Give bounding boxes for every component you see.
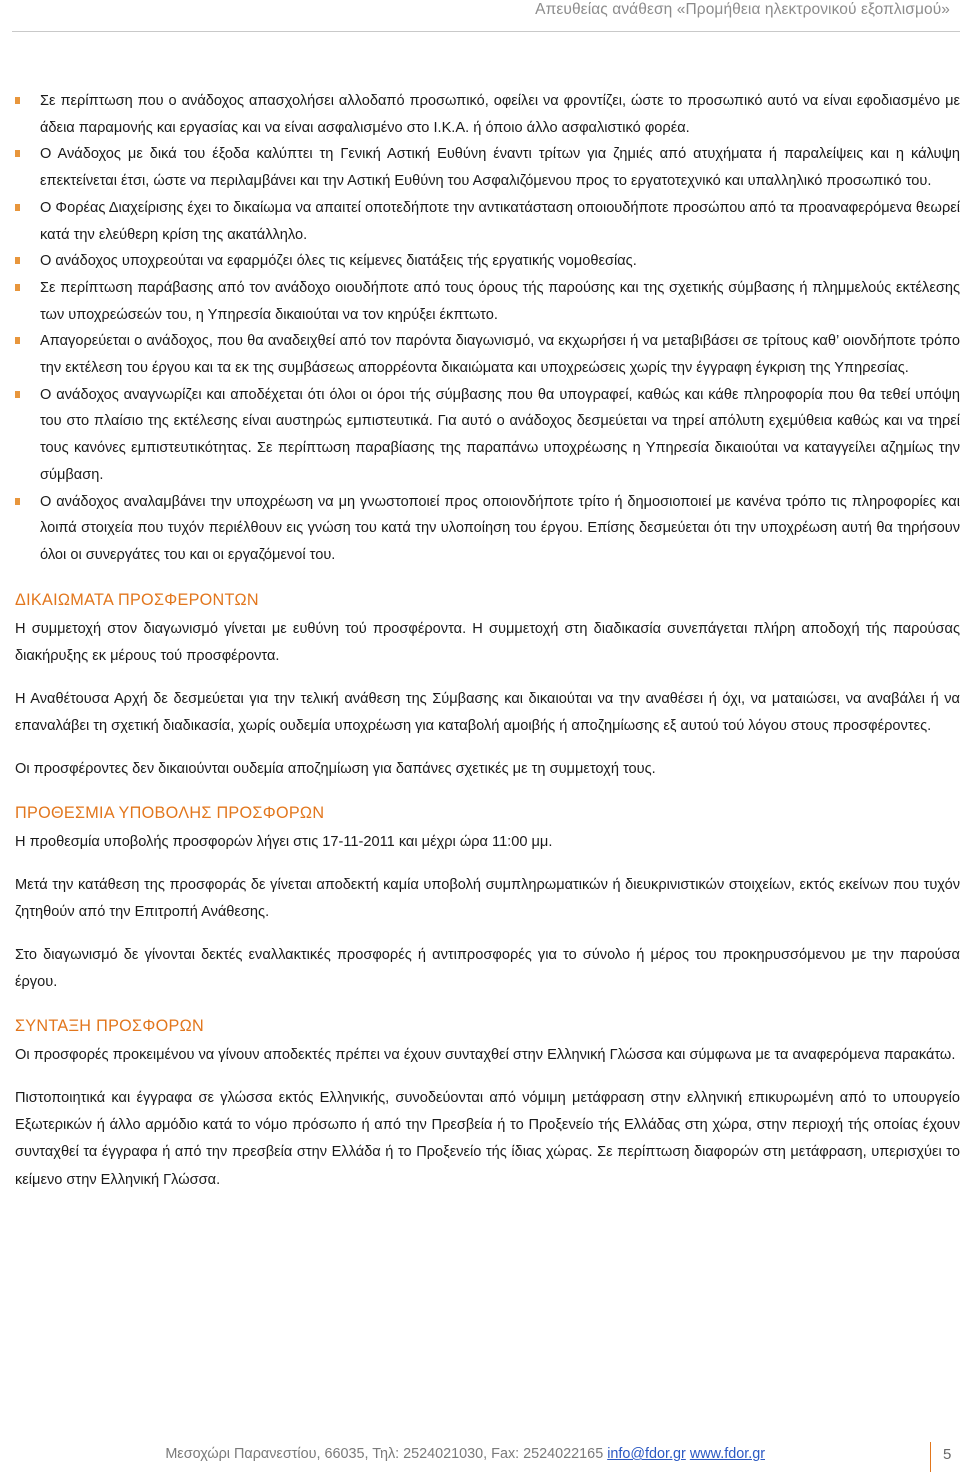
section-heading-rights: ΔΙΚΑΙΩΜΑΤΑ ΠΡΟΣΦΕΡΟΝΤΩΝ bbox=[15, 590, 259, 609]
page-header bbox=[0, 0, 960, 40]
paragraph: Στο διαγωνισμό δε γίνονται δεκτές εναλλακτικές προσφορές ή αντιπροσφορές για το σύνολο ή μέρος του προκηρυσσόμενου με την παρούσα έργου. bbox=[15, 947, 960, 991]
footer-contact bbox=[165, 1446, 765, 1462]
document-body bbox=[15, 88, 960, 1210]
list-item: Σε περίπτωση που ο ανάδοχος απασχολήσει αλλοδαπό προσωπικό, οφείλει να φροντίζει, ώστε το προσωπικό αυτό να είναι εφοδιασμένο με άδεια παραμονής και εργασίας και να είναι ασφαλισμένο στο Ι.Κ.Α. ή όποιο άλλο ασφαλιστικό φορέα. bbox=[15, 88, 960, 141]
paragraph: Οι προσφορές προκειμένου να γίνουν αποδεκτές πρέπει να έχουν συνταχθεί στην Ελληνική Γλώσσα και σύμφωνα με τα αναφερόμενα παρακάτω. bbox=[15, 1046, 956, 1063]
section-heading-deadline: ΠΡΟΘΕΣΜΙΑ ΥΠΟΒΟΛΗΣ ΠΡΟΣΦΟΡΩΝ bbox=[15, 803, 325, 822]
footer-address: Μεσοχώρι Παρανεστίου, 66035, Τηλ: 2524021030, Fax: 2524022165 bbox=[165, 1446, 604, 1462]
list-item: Σε περίπτωση παράβασης από τον ανάδοχο οιουδήποτε από τους όρους τής παρούσης και της σχετικής σύμβασης ή πλημμελούς εκτέλεσης των υποχρεώσεών του, η Υπηρεσία δικαιούται να τον κηρύξει έκπτωτο. bbox=[15, 275, 960, 328]
page-number: 5 bbox=[943, 1446, 952, 1463]
page-footer bbox=[0, 1442, 960, 1474]
website-link[interactable]: www.fdor.gr bbox=[689, 1446, 765, 1462]
document-title: Απευθείας ανάθεση «Προμήθεια ηλεκτρονικού εξοπλισμού» bbox=[535, 1, 950, 18]
paragraph: Η προθεσμία υποβολής προσφορών λήγει στις 17-11-2011 και μέχρι ώρα 11:00 μμ. bbox=[15, 833, 553, 850]
section-heading-composition: ΣΥΝΤΑΞΗ ΠΡΟΣΦΟΡΩΝ bbox=[15, 1016, 204, 1035]
list-item: Απαγορεύεται ο ανάδοχος, που θα αναδειχθεί από τον παρόντα διαγωνισμό, να εκχωρήσει ή να μεταβιβάσει σε τρίτους καθ’ οιονδήποτε τρόπο την εκτέλεση του έργου και τα εκ της συμβάσεως απορρέοντα δικαιώματα και υποχρεώσεις χωρίς την έγγραφη έγκριση της Υπηρεσίας. bbox=[15, 328, 960, 381]
footer-divider bbox=[930, 1442, 931, 1472]
obligations-list bbox=[15, 88, 960, 569]
list-item: Ο ανάδοχος υποχρεούται να εφαρμόζει όλες τις κείμενες διατάξεις τής εργατικής νομοθεσίας. bbox=[15, 248, 960, 275]
paragraph: Η συμμετοχή στον διαγωνισμό γίνεται με ευθύνη τού προσφέροντα. Η συμμετοχή στη διαδικασία συνεπάγεται πλήρη αποδοχή τής παρούσας διακήρυξης εκ μέρους τού προσφέροντα. bbox=[15, 620, 960, 664]
paragraph: Μετά την κατάθεση της προσφοράς δε γίνεται αποδεκτή καμία υποβολή συμπληρωματικών ή διευκρινιστικών στοιχείων, εκτός εκείνων που τυχόν ζητηθούν από την Επιτροπή Ανάθεσης. bbox=[15, 876, 960, 921]
header-divider bbox=[12, 31, 960, 32]
list-item: Ο Φορέας Διαχείρισης έχει το δικαίωμα να απαιτεί οποτεδήποτε την αντικατάσταση οποιουδήποτε προσώπου από τα προαναφερόμενα θεωρεί κατά την ελεύθερη κρίση της ακατάλληλο. bbox=[15, 195, 960, 248]
list-item: Ο Ανάδοχος με δικά του έξοδα καλύπτει τη Γενική Αστική Ευθύνη έναντι τρίτων για ζημιές από ατυχήματα ή παραλείψεις και η κάλυψη επεκτείνεται έτσι, ώστε να περιλαμβάνει και την Αστική Ευθύνη του Ασφαλιζόμενου προς το εργατοτεχνικό και υπαλληλικό προσωπικό του. bbox=[15, 141, 960, 194]
paragraph: Πιστοποιητικά και έγγραφα σε γλώσσα εκτός Ελληνικής, συνοδεύονται από νόμιμη μετάφραση στην ελληνική επικυρωμένη από το υπουργείο Εξωτερικών ή άλλο αρμόδιο κατά το νόμο πρόσωπο ή από την Πρεσβεία ή το Προξενείο τής Ελλάδας στη χώρα, στην περιοχή τής οποίας έχουν συνταχθεί τα έγγραφα ή από την πρεσβεία στην Ελλάδα ή το Προξενείο τής ίδιας χώρας. Σε περίπτωση διαφορών στη μετάφραση, υπερισχύει το κείμενο στην Ελληνική Γλώσσα. bbox=[15, 1089, 960, 1188]
list-item: Ο ανάδοχος αναγνωρίζει και αποδέχεται ότι όλοι οι όροι τής σύμβασης που θα υπογραφεί, καθώς και κάθε πληροφορία που θα τεθεί υπόψη του στο πλαίσιο της εκτέλεσης είναι αυστηρώς εμπιστευτικά. Για αυτό ο ανάδοχος δεσμεύεται να τηρεί απόλυτη εχεμύθεια καθώς και να τηρεί τους κανόνες εμπιστευτικότητας. Σε περίπτωση παραβίασης της παραπάνω υποχρέωσης η Υπηρεσία δικαιούται να καταγγείλει αζημίως την σύμβαση. bbox=[15, 382, 960, 489]
paragraph: Η Αναθέτουσα Αρχή δε δεσμεύεται για την τελική ανάθεση της Σύμβασης και δικαιούται να την αναθέσει ή όχι, να ματαιώσει, να αναβάλει ή να επαναλάβει τη σχετική διαδικασία, χωρίς ουδεμία υποχρέωση για καταβολή αμοιβής ή αποζημίωσης εξ αυτού τού λόγου στους προσφέροντες. bbox=[15, 691, 960, 735]
paragraph: Οι προσφέροντες δεν δικαιούνται ουδεμία αποζημίωση για δαπάνες σχετικές με τη συμμετοχή τους. bbox=[15, 761, 656, 778]
list-item: Ο ανάδοχος αναλαμβάνει την υποχρέωση να μη γνωστοποιεί προς οποιονδήποτε τρίτο ή δημοσιοποιεί με κανένα τρόπο τις πληροφορίες και λοιπά στοιχεία που τυχόν περιέλθουν εις γνώση του κατά την υλοποίηση του έργου. Επίσης δεσμεύεται ότι την υποχρέωση αυτή θα τηρήσουν όλοι οι συνεργάτες του και οι εργαζόμενοί του. bbox=[15, 489, 960, 569]
email-link[interactable]: info@fdor.gr bbox=[607, 1446, 686, 1462]
